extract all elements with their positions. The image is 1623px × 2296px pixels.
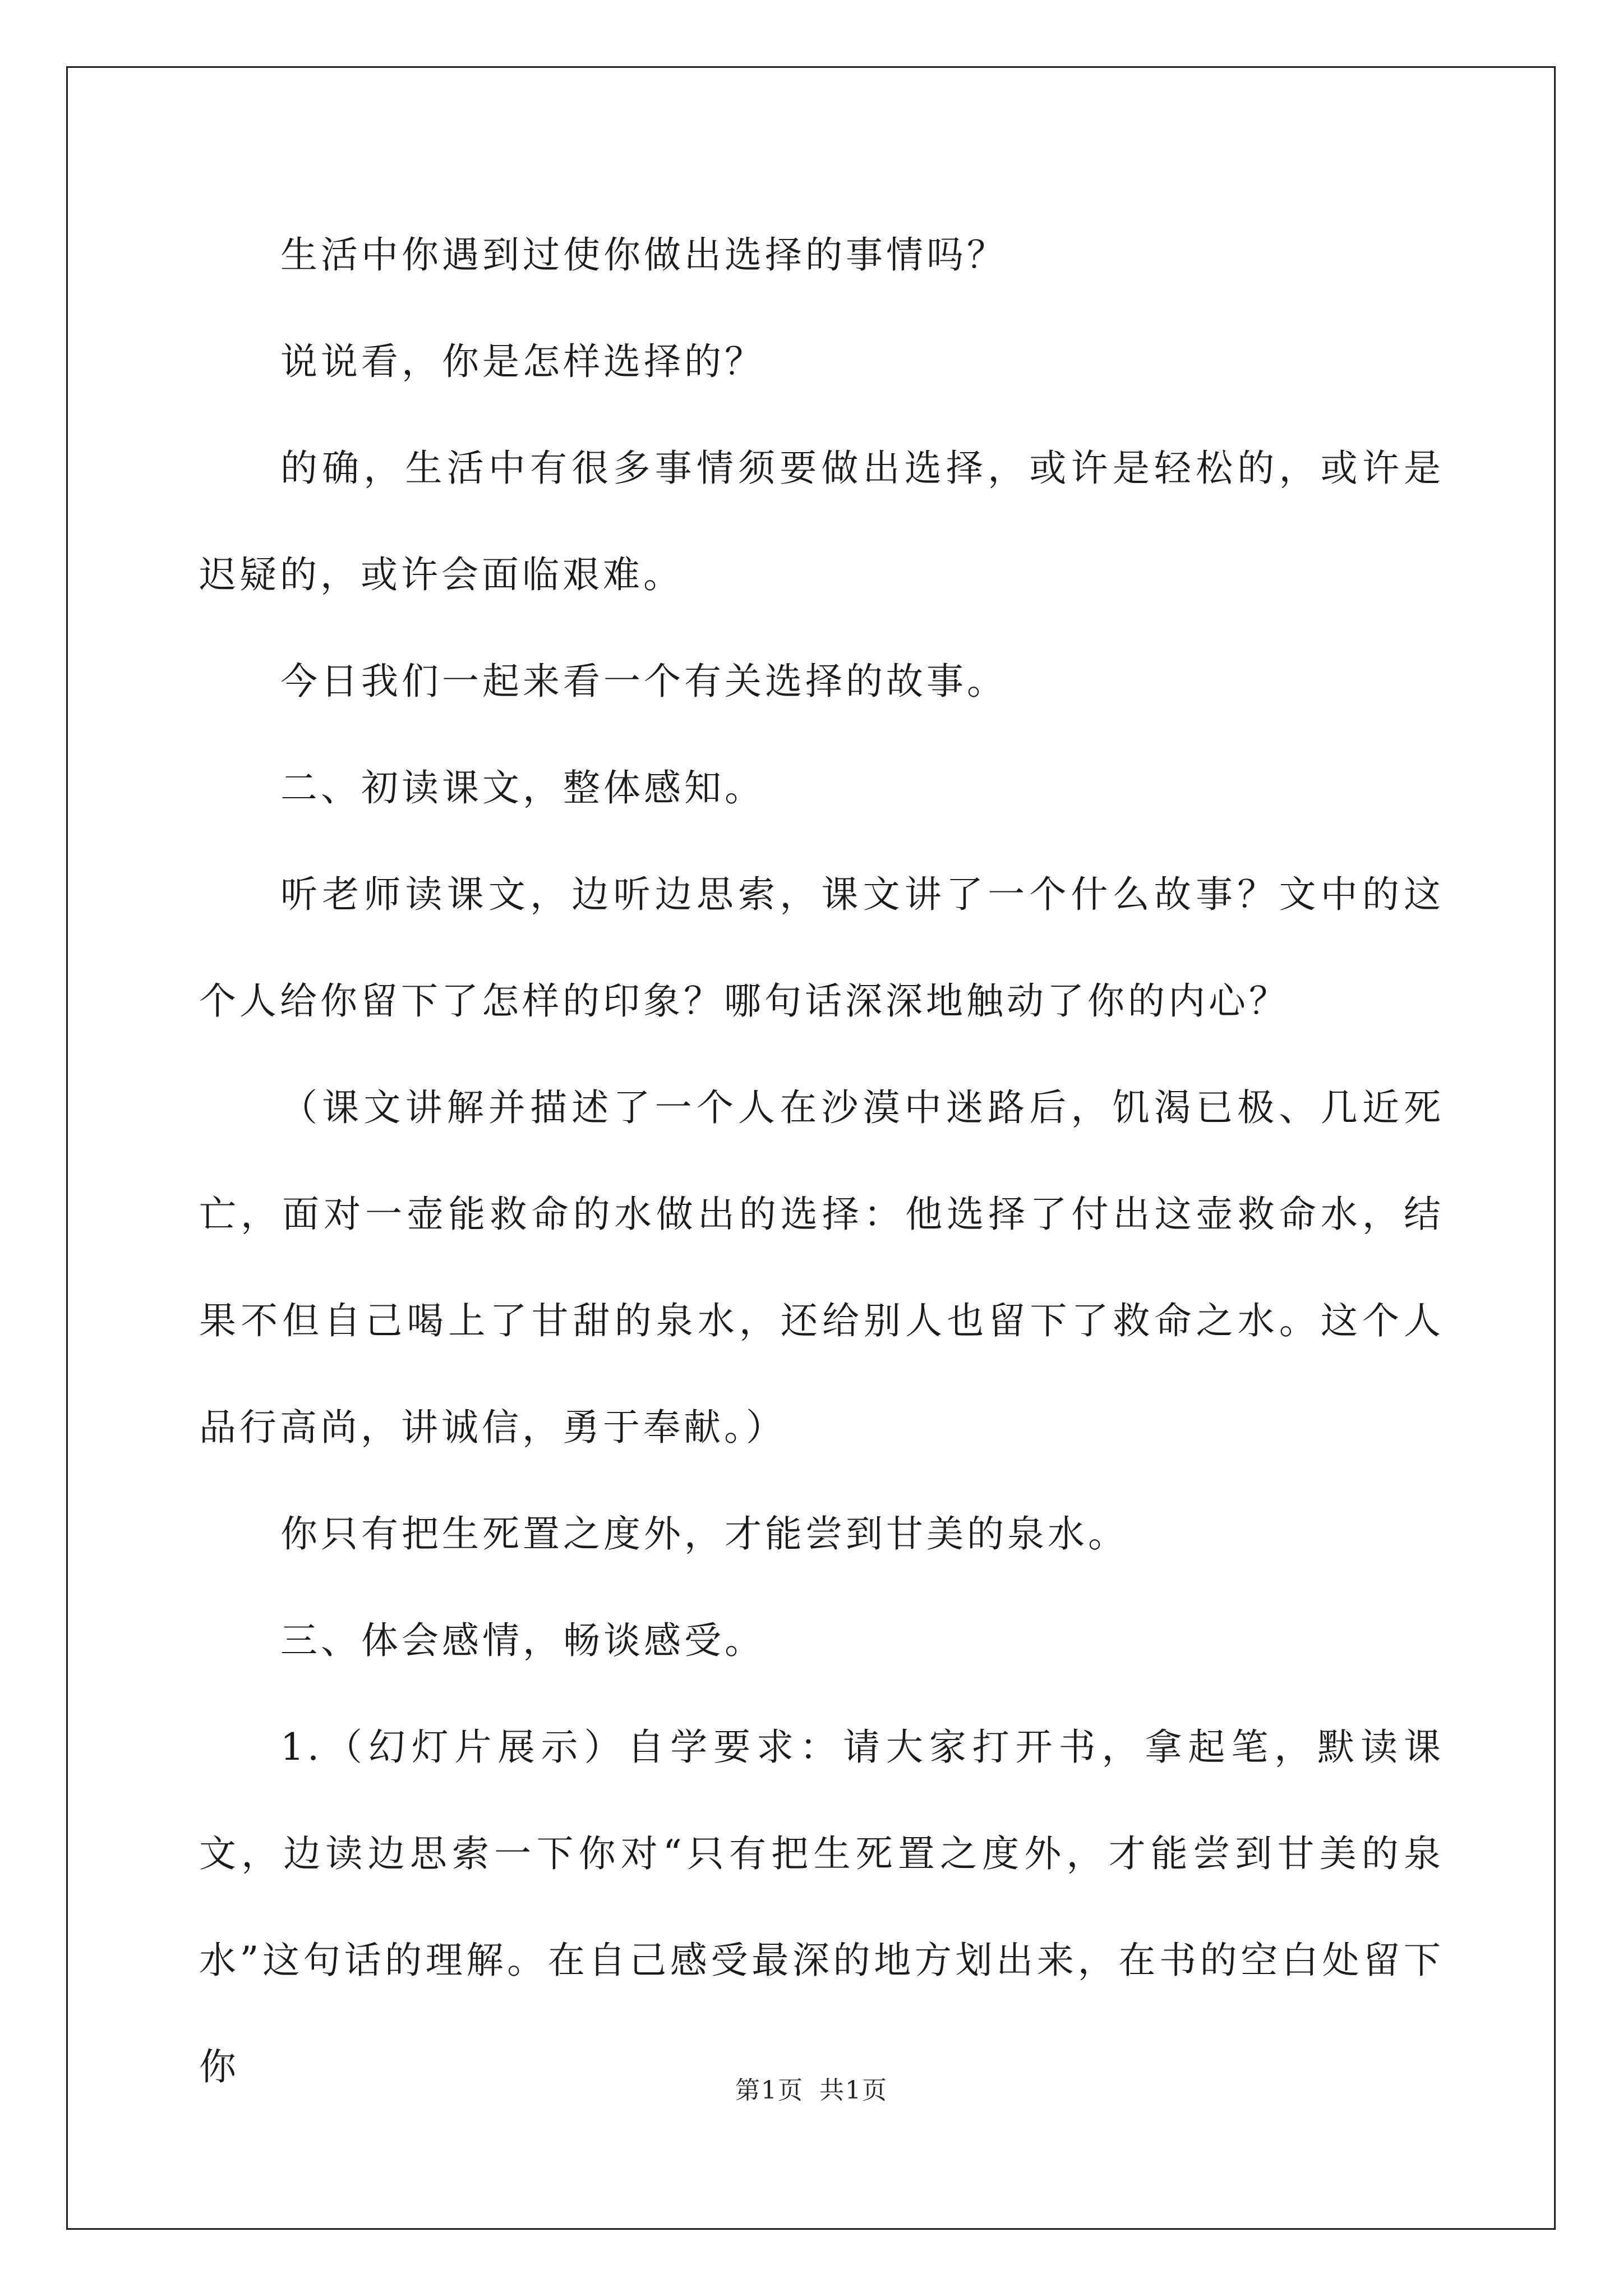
- paragraph-task-1: 1.（幻灯片展示）自学要求：请大家打开书，拿起笔，默读课文，边读边思索一下你对“只有把生死置之度外，才能尝到甘美的泉水”这句话的理解。在自己感受最深的地方划出来，在书的空白处留下你: [199, 1726, 1444, 2088]
- paragraph-intro: 的确，生活中有很多事情须要做出选择，或许是轻松的，或许是迟疑的，或许会面临艰难。: [199, 447, 1444, 596]
- paragraph-question: 生活中你遇到过使你做出选择的事情吗？: [280, 233, 1007, 277]
- paragraph-today: 今日我们一起来看一个有关选择的故事。: [280, 660, 1007, 703]
- paragraph-prompt: 说说看，你是怎样选择的？: [280, 340, 765, 383]
- paragraph-listen: 听老师读课文，边听边思索，课文讲了一个什么故事？文中的这个人给你留下了怎样的印象？哪句话深深地触动了你的内心？: [199, 873, 1444, 1023]
- page-total: 共1页: [819, 2076, 888, 2105]
- page-number: 第1页: [735, 2076, 804, 2105]
- paragraph-key-sentence: 你只有把生死置之度外，才能尝到甘美的泉水。: [280, 1512, 1128, 1556]
- page-footer: [0, 2070, 1623, 2106]
- section-heading-3: 三、体会感情，畅谈感受。: [280, 1619, 765, 1662]
- paragraph-summary: （课文讲解并描述了一个人在沙漠中迷路后，饥渴已极、几近死亡，面对一壶能救命的水做出的选择：他选择了付出这壶救命水，结果不但自己喝上了甘甜的泉水，还给别人也留下了救命之水。这个人品行高尚，讲诚信，勇于奉献。）: [199, 1086, 1444, 1449]
- document-body: [199, 202, 1444, 2120]
- section-heading-2: 二、初读课文，整体感知。: [280, 766, 765, 809]
